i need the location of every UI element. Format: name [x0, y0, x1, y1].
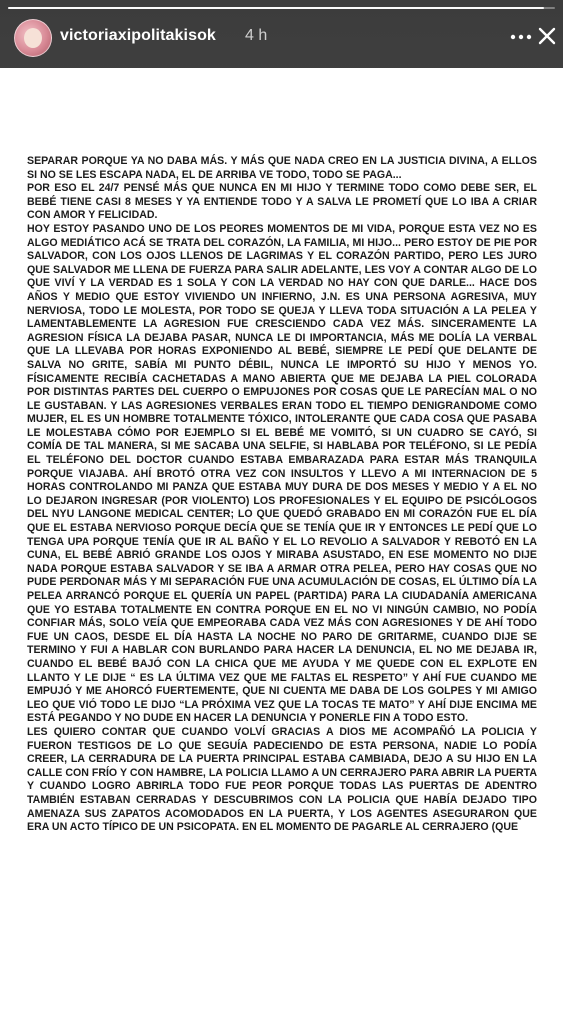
profile-photo-icon [24, 28, 42, 48]
document-paragraph: SEPARAR PORQUE YA NO DABA MÁS. Y MÁS QUE NADA CREO EN LA JUSTICIA DIVINA, A ELLOS SI NO SE LES ESCAPA NADA, EL DE ARRIBA VE TODO, TODO SE PAGA... [27, 155, 537, 181]
story-progress-fill [8, 7, 544, 9]
username[interactable]: victoriaxipolitakisok [60, 27, 216, 44]
close-icon[interactable] [535, 24, 559, 48]
document-paragraph: HOY ESTOY PASANDO UNO DE LOS PEORES MOMENTOS DE MI VIDA, PORQUE ESTA VEZ NO ES ALGO MEDIÁTICO ACÁ SE TRATA DEL CORAZÓN, LA FAMILIA, MI HIJO... PERO ESTOY DE PIE POR SALVADOR, CON LOS OJOS LLENOS DE LAGRIMAS Y EL CORAZÓN PARTIDO, PERO LES JURO QUE SALVADOR ME LLENA DE FUERZA PARA SALIR ADELANTE, LES VOY A CONTAR ALGO DE LO QUE VIVÍ Y LA VERDAD ES 1 SOLA Y CON LA VERDAD NO HAY CON QUE DARLE... HACE DOS AÑOS Y MEDIO QUE ESTOY VIVIENDO UN INFIERNO, J.N. ES UNA PERSONA AGRESIVA, MUY NERVIOSA, TODO LE MOLESTA, POR TODO SE QUEJA Y LLEVA TODA SITUACIÓN A LA PELEA Y LAMENTABLEMENTE LA AGRESION FUE CRESCIENDO CADA VEZ MÁS. SINCERAMENTE LA AGRESION FÍSICA LA DEJABA PASAR, NUNCA LE DI IMPORTANCIA, MÁS ME DOLÍA LA VERBAL QUE LA LLEVABA POR HORAS EXPONIENDO AL BEBÉ, SIEMPRE LE PEDÍ QUE DELANTE DE SALVA NO GRITE, SABÍA MI PUNTO DÉBIL, NUNCA LE IMPORTÓ SU HIJO Y MENOS YO. FÍSICAMENTE RECIBÍA CACHETADAS A MANO ABIERTA QUE ME DEJABA LA PIEL COLORADA POR DISTINTAS PARTES DEL CUERPO O EMPUJONES POR COSAS QUE LE PARECÍAN MAL O NO LE GUSTABAN. Y LAS AGRESIONES VERBALES ERAN TODO EL TIEMPO DENIGRANDOME COMO MUJER, EL ES UN HOMBRE TOTALMENTE TÓXICO, INTOLERANTE QUE CADA COSA QUE PASABA LE MOLESTABA CÓMO POR EJEMPLO SI EL BEBÉ ME VOMITÓ, SI UN CUADRO SE CAYÓ, SI COMÍA DE TAL MANERA, SI ME SACABA UNA SELFIE, SI HABLABA POR TELÉFONO, SI LE PEDÍA EL TELÉFONO DEL DOCTOR CUANDO ESTABA EMBARAZADA PARA ESTAR MÁS TRANQUILA PORQUE VIAJABA. AHÍ BROTÓ OTRA VEZ CON INSULTOS Y LLEVO A MI INTERNACION DE 5 HORAS CONTROLANDO MI PANZA QUE ESTABA MUY DURA DE DOS MESES Y MEDIO Y A EL NO LO DEJARON INGRESAR (POR VIOLENTO) LOS PROFESIONALES Y EL EQUIPO DE PSICÓLOGOS DEL NYU LANGONE MEDICAL CENTER; LO QUE QUEDÓ GRABADO EN MI CORAZÓN FUE EL DÍA QUE EL ESTABA NERVIOSO PORQUE DECÍA QUE SE TENÍA QUE IR Y ENTONCES LE PEDÍ QUE LO TENGA UPA PORQUE TENÍA QUE IR AL BAÑO Y EL LO REVOLIO A SALVADOR Y REBOTÓ EN LA CUNA, EL BEBÉ ABRIÓ GRANDE LOS OJOS Y MIRABA ASUSTADO, EN ESE MOMENTO NO DIJE NADA PORQUE ESTABA SALVADOR Y SE IBA A ARMAR OTRA PELEA, PERO HAY COSAS QUE NO PUDE PERDONAR MÁS Y MI SEPARACIÓN FUE UNA ACUMULACIÓN DE COSAS, EL ÚLTIMO DÍA LA PELEA ARRANCÓ PORQUE EL QUERÍA UN PAPEL (PARTIDA) PARA LA CIUDADANÍA AMERICANA QUE YO ESTABA TOTALMENTE EN CONTRA PORQUE EN EL NO VI NINGÚN CAMBIO, NO PODÍA CONFIAR MÁS, SOLO VEÍA QUE EMPEORABA CADA VEZ MÁS CON AGRESIONES Y DE AHÍ TODO FUE UN CAOS, DESDE EL DÍA HASTA LA NOCHE NO PARO DE GRITARME, CUANDO DIJE SE TERMINO Y FUI A HABLAR CON BURLANDO PARA HACER LA DENUNCIA, EL NO ME DEJABA IR, CUANDO EL BEBÉ BAJÓ CON LA CHICA QUE ME AYUDA Y ME QUEDE CON EL EXPLOTE EN LLANTO Y LE DIJE “ ES LA ÚLTIMA VEZ QUE ME FALTAS EL RESPETO” Y AHÍ FUE CUANDO ME EMPUJÓ Y ME AHORCÓ FUERTEMENTE, QUE NI CUENTA ME DABA DE LOS GOLPES Y MI AMIGO LEO QUE VIÓ TODO LE DIJO “LA PRÓXIMA VEZ QUE LA TOCAS TE MATO” Y AHÍ DIJE ENCIMA ME ESTÁ PEGANDO Y NO DUDE EN HACER LA DENUNCIA Y PONERLE FIN A TODO ESTO. [27, 222, 537, 725]
document-text [27, 155, 537, 835]
more-horizontal-icon[interactable] [509, 28, 533, 46]
document-paragraph: POR ESO EL 24/7 PENSÉ MÁS QUE NUNCA EN MI HIJO Y TERMINE TODO COMO DEBE SER, EL BEBÉ TIENE CASI 8 MESES Y YA ENTIENDE TODO Y A SALVA LE PROMETÍ QUE LO IBA A CRIAR CON AMOR Y FELICIDAD. [27, 182, 537, 222]
story-progress-bar [8, 7, 555, 9]
story-header [0, 14, 563, 60]
avatar[interactable] [14, 19, 52, 57]
document-paragraph: LES QUIERO CONTAR QUE CUANDO VOLVÍ GRACIAS A DIOS ME ACOMPAÑÓ LA POLICIA Y FUERON TESTIGOS DE LO QUE SEGUÍA PADECIENDO DE ESTA PERSONA, NADIE LO PODÍA CREER, LA CERRADURA DE LA PUERTA PRINCIPAL ESTABA CAMBIADA, DEJO A SU HIJO EN LA CALLE CON FRÍO Y CON HAMBRE, LA POLICIA LLAMO A UN CERRAJERO PARA ABRIR LA PUERTA Y CUANDO LOGRO ABRIRLA TODO FUE PEOR PORQUE TODAS LAS PUERTAS DE ADENTRO TAMBIÉN ESTABAN CERRADAS Y DESCUBRIMOS CON LA POLICIA QUE HABÍA DEJADO TIPO AMENAZA SUS ZAPATOS ACOMODADOS EN LA PUERTA, Y LOS AGENTES ASEGURARON QUE ERA UN ACTO TÍPICO DE UN PSICOPATA. EN EL MOMENTO DE PAGARLE AL CERRAJERO (QUE [27, 725, 537, 834]
post-time: 4 h [245, 27, 268, 44]
